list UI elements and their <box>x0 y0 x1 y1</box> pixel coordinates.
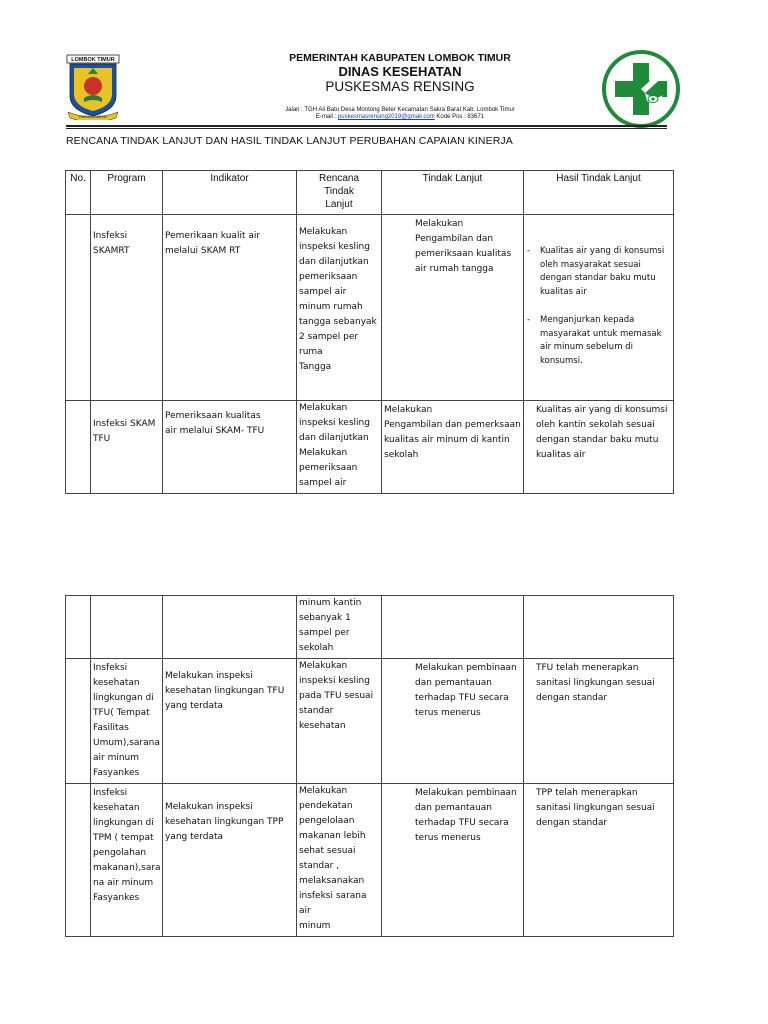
action-plan-table-page1 <box>65 170 674 494</box>
table-row <box>66 215 674 401</box>
hasil-list-item: - Kualitas air yang di konsumsi oleh masyarakat sesuai dengan standar baku mutu kualitas air <box>540 245 671 299</box>
header-divider-thick <box>66 125 667 127</box>
puskesmas-health-logo <box>601 49 681 129</box>
cell-tindak-lanjut: Melakukan pembinaan dan pemantauan terhadap TFU secara terus menerus <box>382 784 524 937</box>
cell-no <box>66 659 91 784</box>
email-prefix: E-mail : <box>315 114 338 120</box>
cell-hasil: Kualitas air yang di konsumsi oleh kantin sekolah sesuai dengan standar baku mutu kualitas air <box>524 401 674 494</box>
cell-hasil: TFU telah menerapkan sanitasi lingkungan sesuai dengan standar <box>524 659 674 784</box>
cell-rencana: Melakukan pendekatan pengelolaan makanan lebih sehat sesuai standar , melaksanakan insfeksi sarana air minum <box>297 784 382 937</box>
table-row <box>66 401 674 494</box>
cell-program: Insfeksi SKAM TFU <box>91 401 163 494</box>
cell-no <box>66 784 91 937</box>
hasil-list-item: - Menganjurkan kepada masyarakat untuk memasak air minum sebelum di konsumsi. <box>540 314 671 368</box>
cell-indikator: Melakukan inspeksi kesehatan lingkungan TFU yang terdata <box>163 659 297 784</box>
cell-no <box>66 596 91 659</box>
header-rencana: Rencana Tindak Lanjut <box>297 171 382 215</box>
lombok-timur-crest-logo <box>66 54 120 120</box>
document-title: RENCANA TINDAK LANJUT DAN HASIL TINDAK LANJUT PERUBAHAN CAPAIAN KINERJA <box>66 135 513 147</box>
cell-tindak-lanjut: Melakukan Pengambilan dan pemeriksaan kualitas air rumah tangga <box>382 215 524 401</box>
cell-tindak-lanjut <box>382 596 524 659</box>
cell-indikator: Pemeriksaan kualitas air melalui SKAM- TFU <box>163 401 297 494</box>
table-header-row <box>66 171 674 215</box>
table-row <box>66 596 674 659</box>
cell-tindak-lanjut: Melakukan pembinaan dan pemantauan terhadap TFU secara terus menerus <box>382 659 524 784</box>
header-address: Jalan : TGH Ali Batu Desa Montong Beter Kecamatan Sakra Barat Kab. Lombok Timur <box>285 107 515 113</box>
crest-motto-text: PATUH KARYA <box>79 114 107 119</box>
cell-indikator: Melakukan inspeksi kesehatan lingkungan TPP yang terdata <box>163 784 297 937</box>
cell-rencana: minum kantin sebanyak 1 sampel per sekolah <box>297 596 382 659</box>
header-no: No. <box>66 171 91 215</box>
header-department-line: DINAS KESEHATAN <box>338 64 462 79</box>
cell-indikator: Pemerikaan kualit air melalui SKAM RT <box>163 215 297 401</box>
cell-rencana: Melakukan inspeksi kesling dan dilanjutkan Melakukan pemeriksaan sampel air <box>297 401 382 494</box>
cell-program: Insfeksi kesehatan lingkungan di TFU( Tempat Fasilitas Umum),sarana air minum Fasyankes <box>91 659 163 784</box>
header-tindak-lanjut: Tindak Lanjut <box>382 171 524 215</box>
email-link[interactable]: puskesmasrensing2019@gmail.com <box>337 114 435 120</box>
header-indikator: Indikator <box>163 171 297 215</box>
cell-program <box>91 596 163 659</box>
table-row <box>66 784 674 937</box>
cell-rencana: Melakukan inspeksi kesling pada TFU sesuai standar kesehatan <box>297 659 382 784</box>
cell-tindak-lanjut: Melakukan Pengambilan dan pemerksaan kualitas air minum di kantin sekolah <box>382 401 524 494</box>
cell-no <box>66 401 91 494</box>
postal-code: Kode Pos : 83671 <box>434 114 485 120</box>
cell-rencana: Melakukan inspeksi kesling dan dilanjutkan pemeriksaan sampel air minum rumah tangga sebanyak 2 sampel per ruma Tangga <box>297 215 382 401</box>
header-program: Program <box>91 171 163 215</box>
cell-no <box>66 215 91 401</box>
crest-top-text: LOMBOK TIMUR <box>71 57 115 63</box>
cell-hasil: TPP telah menerapkan sanitasi lingkungan sesuai dengan standar <box>524 784 674 937</box>
header-hasil-tindak-lanjut: Hasil Tindak Lanjut <box>524 171 674 215</box>
header-divider-thin <box>66 128 667 129</box>
header-puskesmas-line: PUSKESMAS RENSING <box>325 79 475 94</box>
header-contact-line <box>200 114 600 120</box>
header-government-line: PEMERINTAH KABUPATEN LOMBOK TIMUR <box>289 52 511 64</box>
action-plan-table-page2 <box>65 595 674 937</box>
cell-hasil <box>524 215 674 401</box>
cell-indikator <box>163 596 297 659</box>
hasil-list <box>526 230 671 383</box>
cell-program: Insfeksi SKAMRT <box>91 215 163 401</box>
cell-hasil <box>524 596 674 659</box>
table-row <box>66 659 674 784</box>
cell-program: Insfeksi kesehatan lingkungan di TPM ( tempat pengolahan makanan),sara na air minum Fasyankes <box>91 784 163 937</box>
